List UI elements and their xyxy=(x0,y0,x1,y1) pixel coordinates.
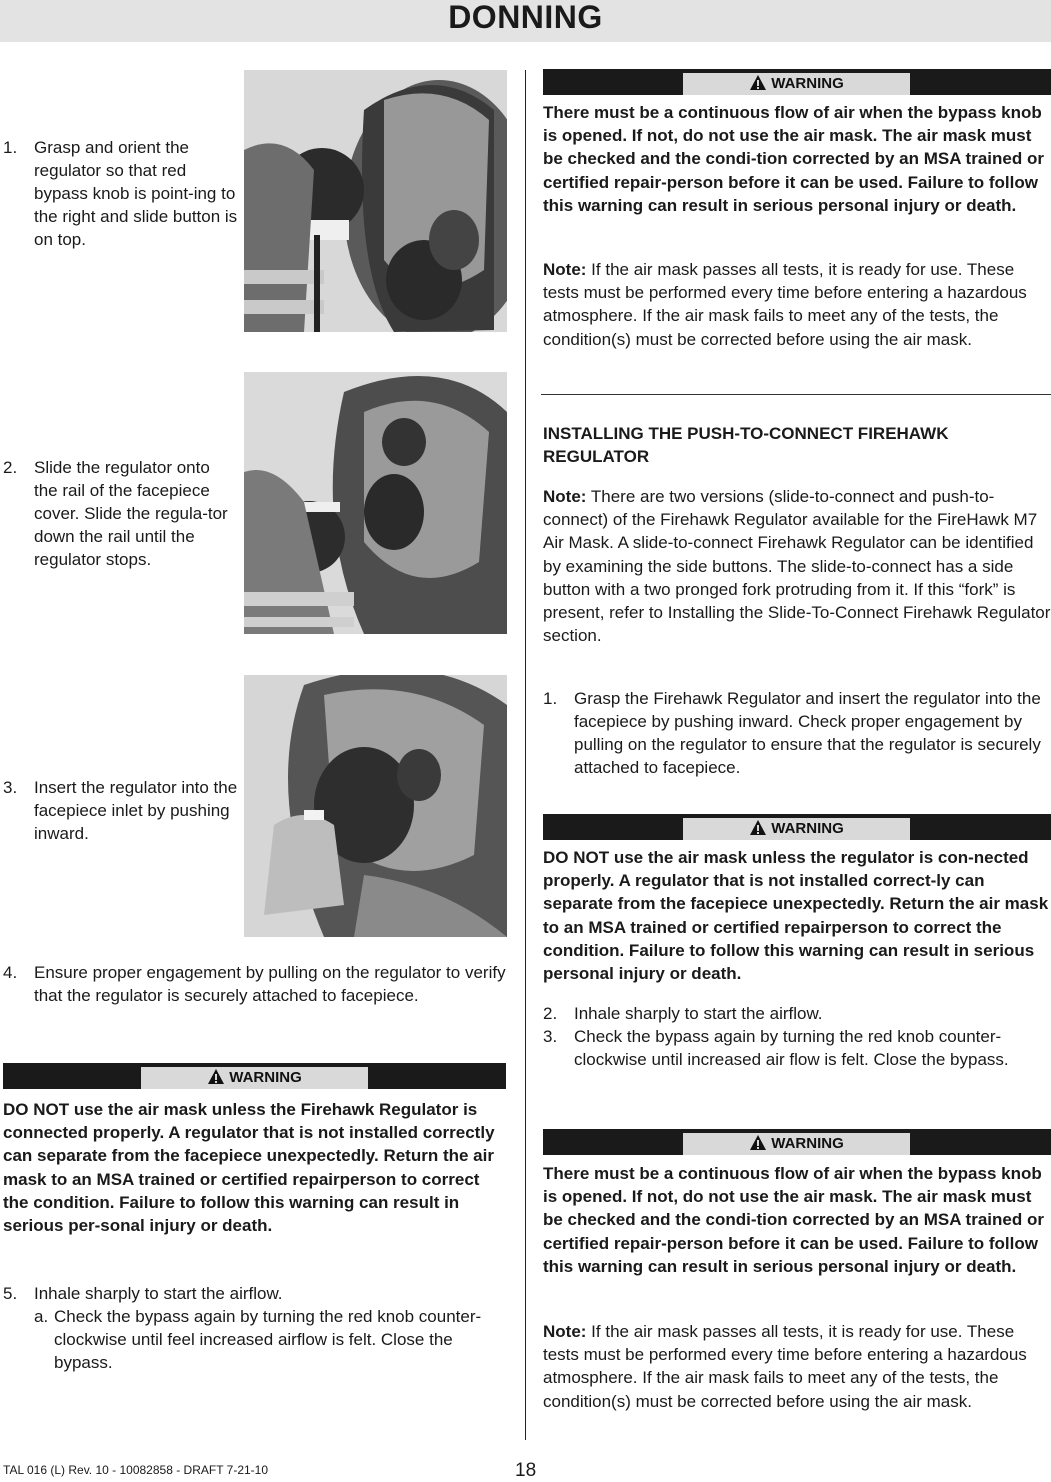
step-text: Grasp and orient the regulator so that red bypass knob is point-ing to the right and slide button is on top. xyxy=(34,138,238,249)
warning-label xyxy=(683,73,910,95)
photo-grasp-regulator xyxy=(244,70,507,332)
section-heading: INSTALLING THE PUSH-TO-CONNECT FIREHAWK REGULATOR xyxy=(543,424,949,467)
warning-triangle-icon xyxy=(749,1134,767,1151)
warning-banner xyxy=(543,69,1051,95)
note-text: If the air mask passes all tests, it is ready for use. These tests must be performed every time before entering a hazardous atmosphere. If the air mask fails to meet any of the tests, the condition(s) must be corrected before using the air mask. xyxy=(543,260,1027,349)
step-text: Insert the regulator into the facepiece inlet by pushing inward. xyxy=(34,778,238,843)
warning-label-text: WARNING xyxy=(771,1135,844,1152)
document-code: TAL 016 (L) Rev. 10 - 10082858 - DRAFT 7-21-10 xyxy=(3,1463,269,1477)
warning-label xyxy=(683,1133,910,1155)
page-number: 18 xyxy=(515,1460,537,1481)
warning-label-text: WARNING xyxy=(771,820,844,837)
step-2 xyxy=(3,456,238,571)
note-label: Note: xyxy=(543,487,587,506)
step-number: a. xyxy=(34,1307,49,1326)
step-1 xyxy=(543,687,1051,779)
step-3 xyxy=(3,776,238,845)
step-text: Grasp the Firehawk Regulator and insert the regulator into the facepiece by pushing inward. Check proper engagement by pulling on the regulator to ensure that the regulator is securely attached to facepiece. xyxy=(574,689,1041,777)
warning-text: There must be a continuous flow of air when the bypass knob is opened. If not, do not use the air mask. The air mask must be checked and the condi-tion corrected by an MSA trained or certified repair-person before it can be used. Failure to follow this warning can result in serious personal injury or death. xyxy=(543,103,1044,215)
step-number: 1. xyxy=(3,138,18,157)
warning-banner xyxy=(3,1063,506,1089)
step-text: Ensure proper engagement by pulling on the regulator to verify that the regulator is securely attached to facepiece. xyxy=(34,963,506,1005)
note-paragraph xyxy=(543,258,1051,351)
step-text: Slide the regulator onto the rail of the facepiece cover. Slide the regula-tor down the rail until the regulator stops. xyxy=(34,458,228,569)
page-header xyxy=(0,0,1051,42)
step-3 xyxy=(543,1025,1051,1071)
note-paragraph xyxy=(543,1320,1051,1413)
step-2 xyxy=(543,1002,1051,1025)
step-text: Check the bypass again by turning the red knob counter-clockwise until feel increased airflow is felt. Close the bypass. xyxy=(54,1307,482,1372)
step-number: 2. xyxy=(3,458,18,477)
note-text: If the air mask passes all tests, it is ready for use. These tests must be performed every time before entering a hazardous atmosphere. If the air mask fails to meet any of the tests, the condition(s) must be corrected before using the air mask. xyxy=(543,1322,1027,1411)
step-1 xyxy=(3,136,238,251)
warning-label xyxy=(141,1067,368,1089)
step-5 xyxy=(3,1282,508,1305)
note-paragraph xyxy=(543,485,1051,647)
warning-label-text: WARNING xyxy=(771,75,844,92)
photo-slide-regulator xyxy=(244,372,507,634)
step-number: 3. xyxy=(3,778,18,797)
warning-label xyxy=(683,818,910,840)
section-divider xyxy=(541,394,1051,395)
step-number: 1. xyxy=(543,689,558,708)
warning-banner xyxy=(543,1129,1051,1155)
warning-text: There must be a continuous flow of air when the bypass knob is opened. If not, do not use the air mask. The air mask must be checked and the condi-tion corrected by an MSA trained or certified repair-person before it can be used. Failure to follow this warning can result in serious personal injury or death. xyxy=(543,1164,1044,1276)
step-number: 2. xyxy=(543,1004,558,1023)
step-number: 5. xyxy=(3,1284,18,1303)
page-title: DONNING xyxy=(448,0,603,35)
step-4 xyxy=(3,961,508,1007)
note-label: Note: xyxy=(543,1322,587,1341)
photo-insert-regulator xyxy=(244,675,507,937)
warning-text: DO NOT use the air mask unless the regulator is con-nected properly. A regulator that is not installed correct-ly can separate from the facepiece unexpectedly. Return the air mask to an MSA trained or certified repairperson to correct the condition. Failure to follow this warning can result in serious personal injury or death. xyxy=(543,848,1049,984)
warning-banner xyxy=(543,814,1051,840)
step-number: 3. xyxy=(543,1027,558,1046)
step-5a xyxy=(34,1305,508,1374)
column-divider xyxy=(525,70,526,1440)
warning-label-text: WARNING xyxy=(229,1069,302,1086)
step-text: Check the bypass again by turning the red knob counter-clockwise until increased air flow is felt. Close the bypass. xyxy=(574,1027,1009,1069)
warning-text: DO NOT use the air mask unless the Firehawk Regulator is connected properly. A regulator that is not installed correctly can separate from the facepiece unexpectedly. Return the air mask to an MSA trained or certified repairperson to correct the condition. Failure to follow this warning can result in serious per-sonal injury or death. xyxy=(3,1100,495,1236)
step-text: Inhale sharply to start the airflow. xyxy=(34,1284,283,1303)
note-text: There are two versions (slide-to-connect and push-to-connect) of the Firehawk Regulator available for the FireHawk M7 Air Mask. A slide-to-connect Firehawk Regulator can be identified by examining the side buttons. The slide-to-connect has a side button with a two pronged fork protruding from it. If this “fork” is present, refer to Installing the Slide-To-Connect Firehawk Regulator section. xyxy=(543,487,1051,646)
step-text: Inhale sharply to start the airflow. xyxy=(574,1004,823,1023)
note-label: Note: xyxy=(543,260,587,279)
warning-triangle-icon xyxy=(749,819,767,836)
warning-triangle-icon xyxy=(207,1068,225,1085)
step-number: 4. xyxy=(3,963,18,982)
warning-triangle-icon xyxy=(749,74,767,91)
